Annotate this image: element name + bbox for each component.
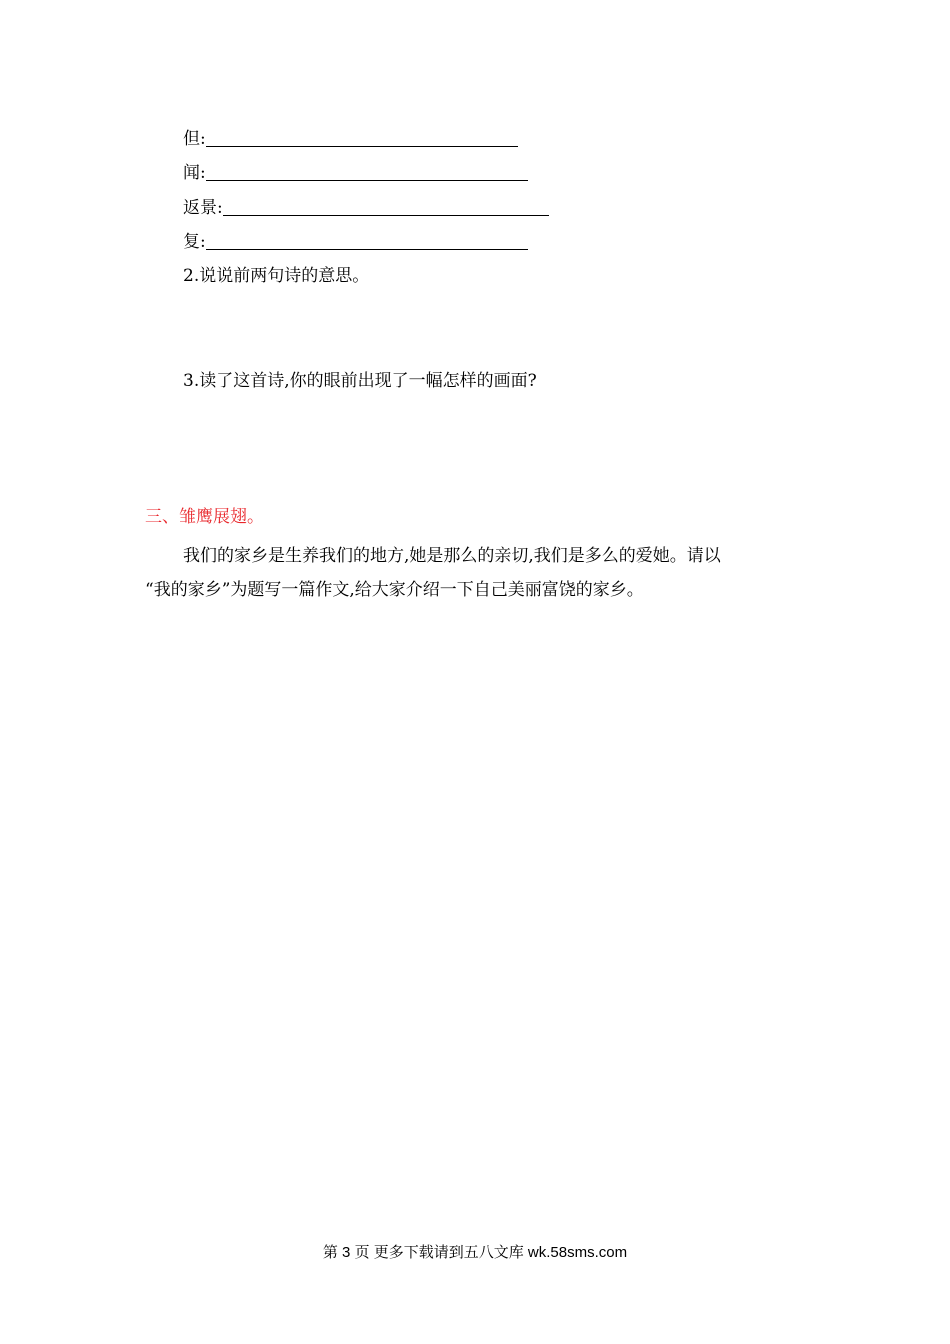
answer-blank[interactable] [206, 162, 528, 181]
answer-blank[interactable] [206, 128, 518, 147]
fill-in-label: 复: [183, 232, 206, 252]
writing-prompt-line-2: “我的家乡”为题写一篇作文,给大家介绍一下自己美丽富饶的家乡。 [145, 580, 644, 600]
answer-blank[interactable] [206, 231, 528, 250]
fill-in-label: 返景: [183, 198, 223, 218]
fill-in-row-fanjing [183, 193, 549, 219]
fill-in-row-fu [183, 227, 528, 253]
section-heading: 三、雏鹰展翅。 [145, 507, 264, 527]
question-3: 3.读了这首诗,你的眼前出现了一幅怎样的画面? [183, 371, 537, 391]
writing-prompt [145, 539, 825, 607]
fill-in-label: 但: [183, 129, 206, 149]
page-footer: 第 3 页 更多下载请到五八文库 wk.58sms.com [322, 1244, 628, 1261]
answer-blank[interactable] [223, 197, 549, 216]
fill-in-row-wen [183, 158, 528, 184]
writing-prompt-line-1: 我们的家乡是生养我们的地方,她是那么的亲切,我们是多么的爱她。请以 [183, 546, 721, 566]
fill-in-label: 闻: [183, 163, 206, 183]
question-2: 2.说说前两句诗的意思。 [183, 266, 370, 286]
fill-in-row-dan [183, 124, 518, 150]
